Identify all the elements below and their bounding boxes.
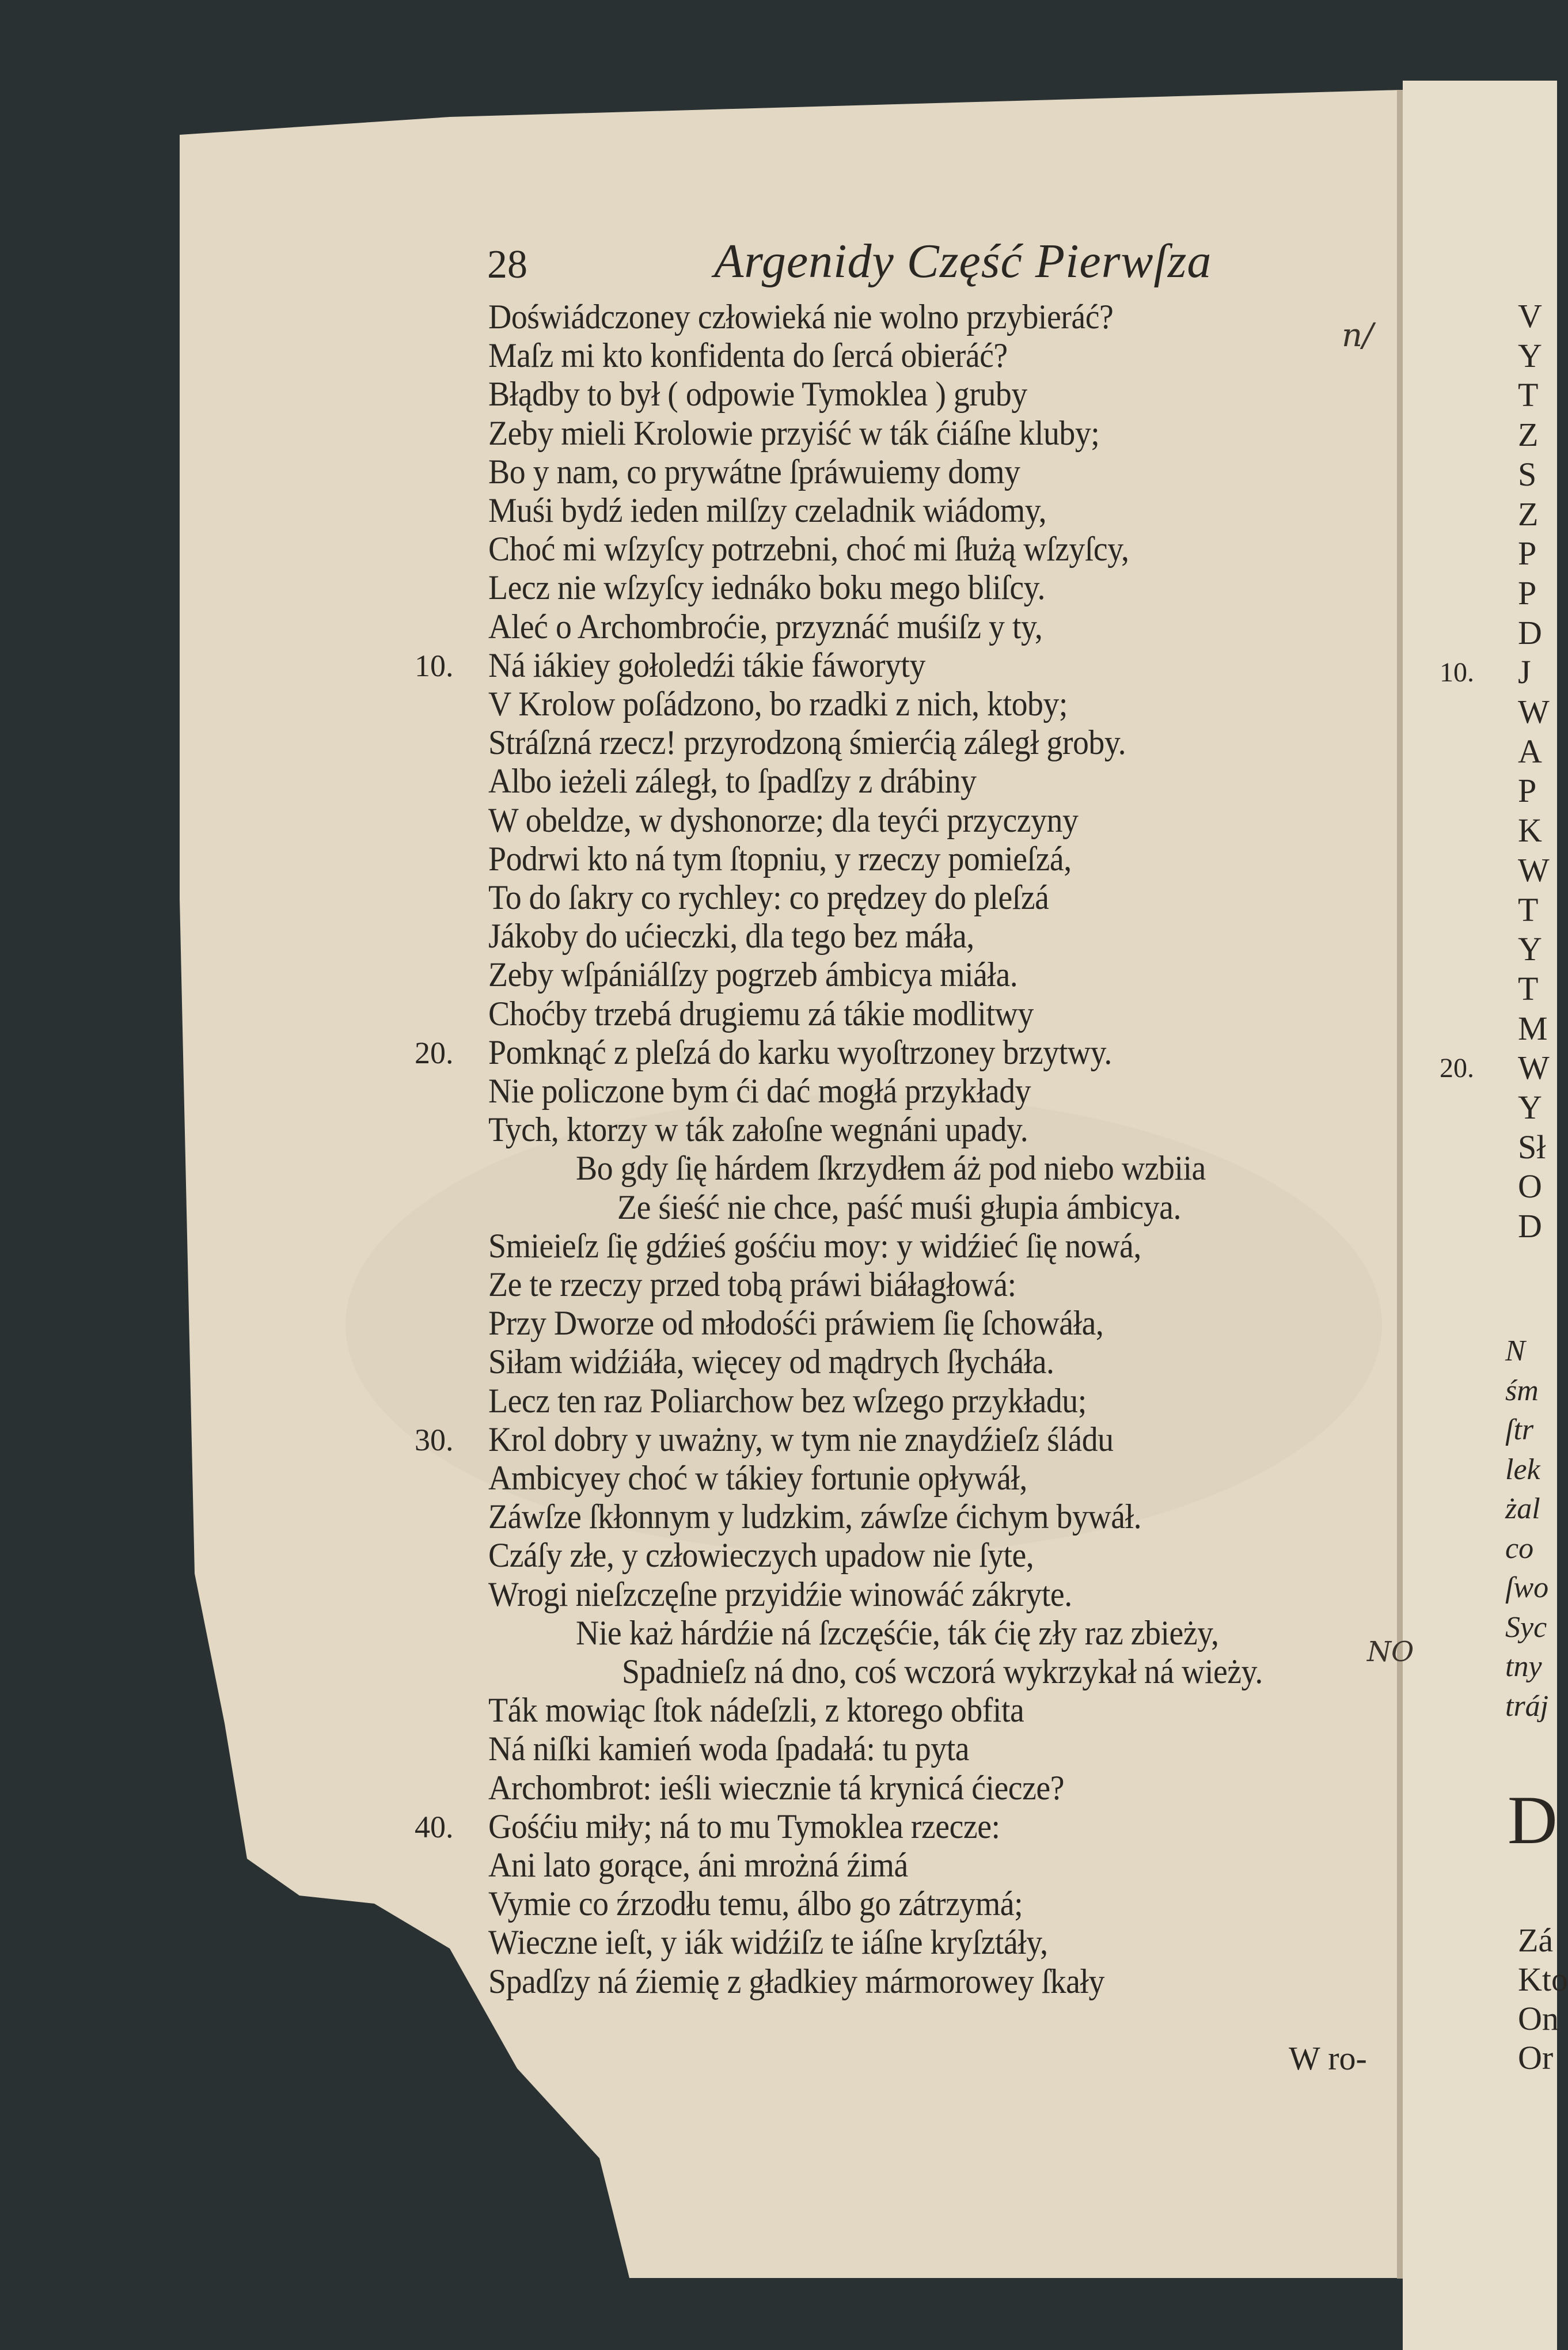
right-page-line-fragment: Z xyxy=(1518,495,1539,533)
verse-line: Záwſze ſkłonnym y ludzkim, záwſze ćichym bywáł. xyxy=(488,1498,1142,1536)
verse-line: Aleć o Archombroćie, przyznáć muśiſz y ty, xyxy=(488,607,1043,646)
verse-line: W obeldze, w dyshonorze; dla teyći przyczyny xyxy=(488,801,1079,839)
right-page-line-fragment: W xyxy=(1518,1049,1550,1087)
verse-line: Lecz ten raz Poliarchow bez wſzego przykładu; xyxy=(488,1381,1087,1420)
verse-line: Spadnieſz ná dno, coś wczorá wykrzykał ná wieży. xyxy=(622,1652,1263,1691)
right-page-line-fragment: D xyxy=(1518,613,1542,651)
gutter-shadow xyxy=(1397,90,1403,2279)
verse-line: Pomknąć z pleſzá do karku wyoſtrzoney brzytwy. xyxy=(488,1033,1112,1071)
verse-line: Choć mi wſzyſcy potrzebni, choć mi ſłużą wſzyſcy, xyxy=(488,530,1129,568)
verse-line: Lecz nie wſzyſcy iednáko boku mego bliſcy. xyxy=(488,568,1045,607)
right-page-italic-fragment: ſtr xyxy=(1505,1413,1534,1446)
verse-line: V Krolow poſádzono, bo rzadki z nich, ktoby; xyxy=(488,685,1068,723)
right-page-line-fragment: On xyxy=(1518,2000,1559,2037)
right-page-line-fragment: T xyxy=(1518,890,1539,928)
verse-line: Bo y nam, co prywátne ſpráwuiemy domy xyxy=(488,452,1020,491)
right-page-line-fragment: O xyxy=(1518,1168,1542,1206)
verse-line: Choćby trzebá drugiemu zá tákie modlitwy xyxy=(488,994,1034,1033)
verse-line: Podrwi kto ná tym ſtopniu, y rzeczy pomieſzá, xyxy=(488,839,1072,878)
verse-line: Ná iákiey gołoledźi tákie fáworyty xyxy=(488,646,925,684)
right-page-line-fragment: J xyxy=(1518,653,1531,691)
verse-line: Bo gdy ſię hárdem ſkrzydłem áż pod niebo wzbiia xyxy=(576,1149,1206,1188)
verse-line: Spadſzy ná źiemię z gładkiey mármorowey ſkały xyxy=(488,1962,1104,2000)
verse-line: Tych, ktorzy w ták załoſne wegnáni upady. xyxy=(488,1110,1028,1149)
right-page-italic-fragment: śm xyxy=(1505,1374,1539,1407)
verse-line: Siłam widźiáła, więcey od mądrych ſłycháła. xyxy=(488,1343,1054,1381)
right-page-italic-fragment: co xyxy=(1505,1532,1534,1565)
right-page-line-fragment: D xyxy=(1518,1207,1542,1245)
right-page-line-fragment: Y xyxy=(1518,930,1542,968)
verse-line: Albo ieżeli záległ, to ſpadſzy z drábiny xyxy=(488,762,977,801)
verse-line: Nie każ hárdźie ná ſzczęśćie, ták ćię zły raz zbieży, xyxy=(576,1613,1219,1652)
right-page-line-fragment: T xyxy=(1518,969,1539,1007)
line-number: 40. xyxy=(415,1809,454,1844)
right-page-line-fragment: A xyxy=(1518,732,1542,770)
page-number: 28 xyxy=(487,242,527,287)
catchword: W ro- xyxy=(1289,2040,1367,2077)
verse-line: Nie policzone bym ći dać mogłá przykłady xyxy=(488,1072,1031,1110)
right-page-line-fragment: Y xyxy=(1518,1089,1542,1126)
handwritten-note: n/ xyxy=(1342,317,1373,354)
right-page-line-fragment: P xyxy=(1518,772,1537,810)
running-title: Argenidy Część Pierwſza xyxy=(714,234,1212,288)
right-page-line-fragment: M xyxy=(1518,1009,1548,1047)
verse-line: Zeby mieli Krolowie przyiść w ták ćiáſne kluby; xyxy=(488,414,1100,452)
right-page-line-fragment: T xyxy=(1518,376,1539,414)
right-page-line-fragment: Or xyxy=(1518,2039,1554,2076)
right-page-line-fragment: P xyxy=(1518,535,1537,573)
handwritten-note: NO xyxy=(1367,1636,1414,1668)
right-page-italic-fragment: Syc xyxy=(1505,1610,1547,1644)
line-number: 30. xyxy=(415,1422,454,1457)
right-page-line-fragment: S xyxy=(1518,455,1537,493)
right-page-italic-fragment: ſwo xyxy=(1505,1571,1549,1604)
verse-line: Stráſzná rzecz! przyrodzoną śmierćią záległ groby. xyxy=(488,723,1126,762)
verse-line: Ambicyey choć w tákiey fortunie opływáł, xyxy=(488,1459,1027,1497)
right-page-italic-fragment: tny xyxy=(1505,1650,1542,1683)
right-page-line-fragment: Z xyxy=(1518,416,1539,454)
right-page-line-fragment: Kto xyxy=(1518,1961,1568,1998)
right-page-line-fragment: W xyxy=(1518,693,1550,730)
verse-line: Ze śieść nie chce, paść muśi głupia ámbicya. xyxy=(617,1188,1181,1226)
verse-line: Wrogi nieſzczęſne przyidźie winowáć zákryte. xyxy=(488,1575,1072,1613)
right-page-line-fragment: Sł xyxy=(1518,1128,1546,1166)
verse-line: Archombrot: ieśli wiecznie tá krynicá ćiecze? xyxy=(488,1768,1065,1807)
right-page-italic-fragment: N xyxy=(1505,1335,1525,1367)
right-page-line-fragment: Zá xyxy=(1518,1921,1554,1959)
verse-line: Zeby wſpániálſzy pogrzeb ámbicya miáła. xyxy=(488,956,1018,994)
verse-line: Gośćiu miły; ná to mu Tymoklea rzecze: xyxy=(488,1807,1000,1845)
verse-line: Czáſy złe, y człowieczych upadow nie ſyte, xyxy=(488,1536,1034,1575)
verse-line: Wieczne ieſt, y iák widźiſz te iáſne kryſztáły, xyxy=(488,1923,1048,1962)
verse-line: Doświádczoney człowieká nie wolno przybieráć? xyxy=(488,298,1114,336)
right-page-italic-fragment: żal xyxy=(1505,1492,1540,1525)
line-number: 10. xyxy=(415,648,454,683)
verse-line: Vymie co źrzodłu temu, álbo go zátrzymá; xyxy=(488,1885,1023,1923)
right-page-italic-fragment: lek xyxy=(1505,1453,1540,1486)
line-number: 20. xyxy=(1440,1053,1474,1084)
right-page-line-fragment: K xyxy=(1518,812,1542,850)
right-page-italic-fragment: tráj xyxy=(1505,1689,1549,1723)
line-number: 10. xyxy=(1440,657,1474,688)
right-page-line-fragment: Y xyxy=(1518,336,1542,374)
right-page-line-fragment: P xyxy=(1518,574,1537,612)
line-number: 20. xyxy=(415,1035,454,1070)
verse-line: To do ſakry co rychley: co prędzey do pleſzá xyxy=(488,878,1049,916)
verse-line: Muśi bydź ieden milſzy czeladnik wiádomy, xyxy=(488,491,1047,529)
right-page-line-fragment: W xyxy=(1518,851,1550,889)
initial-letter: D xyxy=(1508,1782,1558,1858)
verse-line: Przy Dworze od młodośći práwiem ſię ſchowáła, xyxy=(488,1304,1104,1343)
verse-line: Jákoby do ućieczki, dla tego bez máła, xyxy=(488,917,974,956)
verse-line: Błądby to był ( odpowie Tymoklea ) gruby xyxy=(488,375,1027,414)
verse-line: Ani lato gorące, áni mrożná źimá xyxy=(488,1846,908,1884)
verse-line: Maſz mi kto konfidenta do ſercá obieráć? xyxy=(488,336,1008,375)
verse-line: Ze te rzeczy przed tobą práwi biáłagłowá: xyxy=(488,1265,1016,1303)
verse-line: Ták mowiąc ſtok nádeſzli, z ktorego obfita xyxy=(488,1691,1024,1730)
right-page-line-fragment: V xyxy=(1518,297,1542,335)
verse-line: Smieieſz ſię gdźieś gośćiu moy: y widźieć ſię nowá, xyxy=(488,1226,1141,1265)
verse-line: Ná niſki kamień woda ſpadałá: tu pyta xyxy=(488,1730,970,1768)
verse-line: Krol dobry y uważny, w tym nie znaydźieſz śládu xyxy=(488,1420,1114,1458)
